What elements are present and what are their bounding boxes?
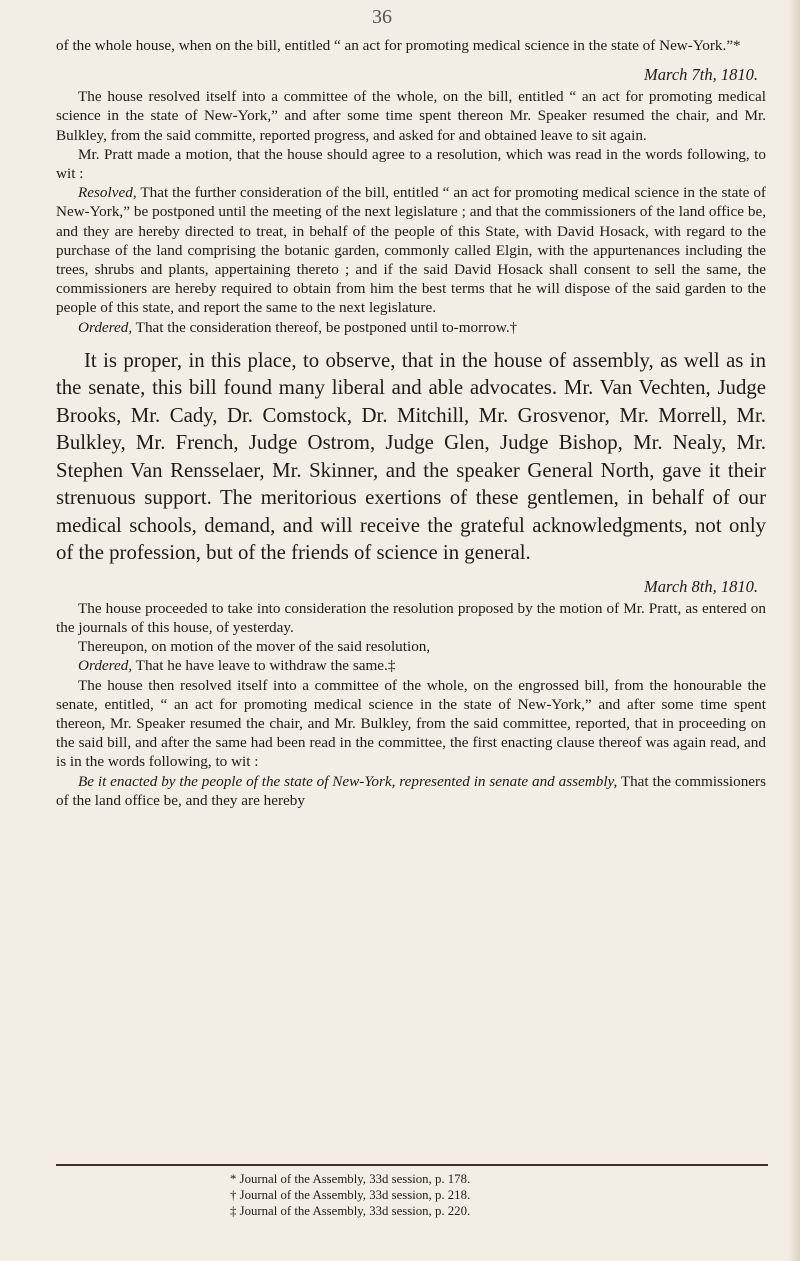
thereupon-paragraph: Thereupon, on motion of the mover of the said resolution, bbox=[78, 638, 431, 656]
motion-paragraph: Mr. Pratt made a motion, that the house should agree to a resolution, which was read in the words following, to wit : bbox=[56, 145, 766, 183]
commentary-paragraph: It is proper, in this place, to observe, that in the house of assembly, as well as in the senate, this bill found many liberal and able advocates. Mr. Van Vechten, Judge Brooks, Mr. Cady, Dr. Comstock, Dr. Mitchill, Mr. Grosvenor, Mr. Morrell, Mr. Bulkley, Mr. French, Judge Ostrom, Judge Glen, Judge Bishop, Mr. Nealy, Mr. Stephen Van Rensselaer, Mr. Skinner, and the speaker General North, gave it their strenuous support. The meritorious exertions of these gentlemen, in behalf of our medical schools, demand, and will receive the grateful acknowledgments, not only of the profession, but of the friends of science in general. bbox=[56, 348, 766, 565]
ordered-text-2: That he have leave to withdraw the same.‡ bbox=[132, 657, 396, 675]
page-number: 36 bbox=[372, 6, 392, 28]
footnote-2: † Journal of the Assembly, 33d session, p. 218. bbox=[230, 1188, 471, 1202]
committee-paragraph: The house resolved itself into a committee of the whole, on the bill, entitled “ an act for promoting medical science in the state of New-York,” and after some time spent thereon Mr. Speaker resumed the chair, and Mr. Bulkley, from the said committe, reported progress, and asked for and obtained leave to sit again. bbox=[56, 88, 766, 144]
page-edge-shadow bbox=[788, 0, 800, 1261]
ordered-label: Ordered, bbox=[78, 318, 133, 336]
page-body bbox=[56, 36, 766, 810]
enacting-label: Be it enacted by the people of the state of New-York, represented in senate and assembly, bbox=[78, 772, 618, 790]
footnote-1: * Journal of the Assembly, 33d session, p. 178. bbox=[230, 1172, 471, 1186]
engrossed-bill-paragraph: The house then resolved itself into a committee of the whole, on the engrossed bill, from the honourable the senate, entitled, “ an act for promoting medical science in the state of New-York,” and after some time spent thereon, Mr. Speaker resumed the chair, and Mr. Bulkley, from the said committee, reported, that in proceeding on the said bill, and after the same had been read in the committee, the first enacting clause thereof was again read, and is in the words following, to wit : bbox=[56, 676, 766, 771]
footnotes bbox=[230, 1171, 750, 1219]
enacting-text: That the commissioners of the land office be, and they are hereby bbox=[56, 772, 766, 809]
resolved-text: That the further consideration of the bill, entitled “ an act for promoting medical science in the state of New-York,” be postponed until the meeting of the next legislature ; and that the commissioners of the land office be, and they are hereby directed to treat, in behalf of the people of this State, with David Hosack, with regard to the purchase of the land comprising the botanic garden, commonly called Elgin, with the appurtenances including the trees, shrubs and plants, appertaining thereto ; and if the said David Hosack shall consent to sell the same, the commissioners are hereby required to obtain from him the best terms that he will dispose of the said garden to the people of this state, and report the same to the next legislature. bbox=[56, 184, 766, 317]
enacting-clause-paragraph bbox=[56, 772, 766, 810]
ordered-label-2: Ordered, bbox=[78, 657, 133, 675]
resolved-label: Resolved, bbox=[78, 184, 137, 202]
footnote-3: ‡ Journal of the Assembly, 33d session, p. 220. bbox=[230, 1204, 471, 1218]
ordered-paragraph bbox=[56, 318, 766, 337]
ordered-text: That the consideration thereof, be postponed until to-morrow.† bbox=[132, 318, 518, 336]
withdraw-paragraph bbox=[56, 656, 766, 675]
continuation-paragraph: of the whole house, when on the bill, entitled “ an act for promoting medical science in the state of New-York.”* bbox=[56, 37, 741, 54]
consideration-paragraph: The house proceeded to take into consideration the resolution proposed by the motion of Mr. Pratt, as entered on the journals of this house, of yesterday. bbox=[56, 599, 766, 637]
footnote-divider bbox=[56, 1164, 768, 1166]
entry-date-march-7: March 7th, 1810. bbox=[644, 65, 758, 85]
resolution-paragraph bbox=[56, 183, 766, 317]
entry-date-march-8: March 8th, 1810. bbox=[644, 576, 758, 596]
